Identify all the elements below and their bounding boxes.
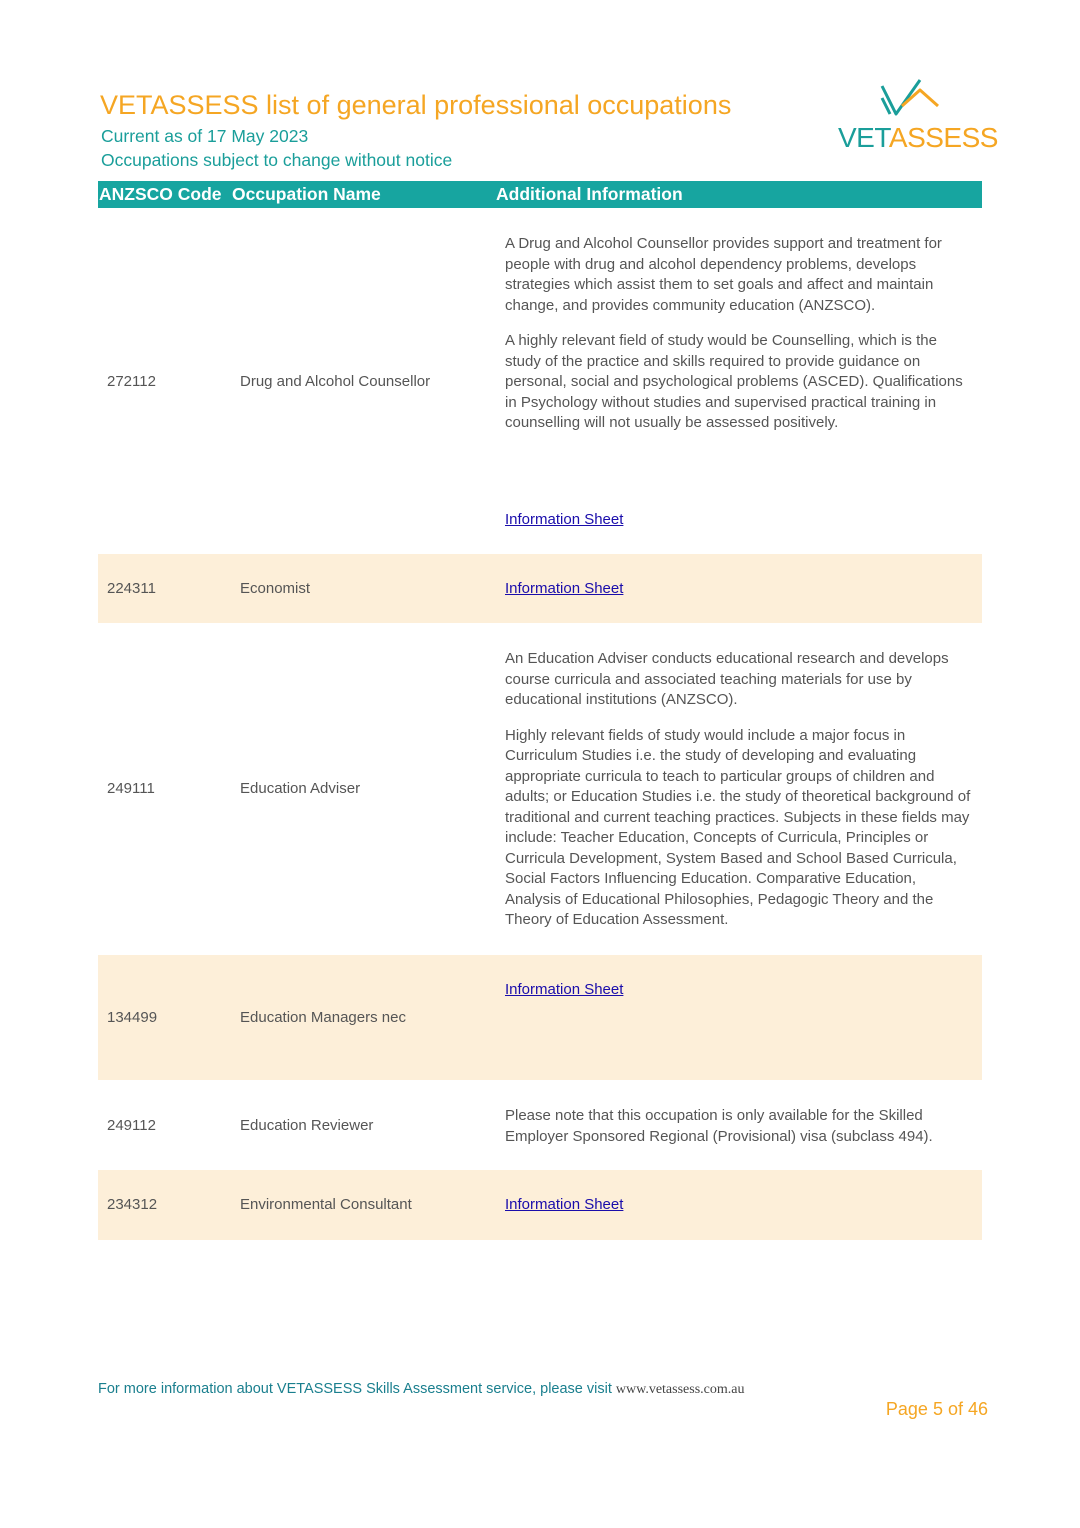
anzsco-code: 234312 (107, 1196, 158, 1213)
occupation-name: Education Adviser (240, 780, 361, 797)
description-paragraph: A Drug and Alcohol Counsellor provides support and treatment for people with drug and alcohol dependency problems, develops strategies which assist them to set goals and affect and maintain change, and provides community education (ANZSCO). (505, 235, 942, 314)
field-of-study-paragraph: A highly relevant field of study would be Counselling, which is the study of the practice and skills required to provide guidance on personal, social and psychological problems (ASCED). Qualifications in Psychology without studies and supervised practical training in counselling will not usually be assessed positively. (505, 332, 963, 431)
header-occupation-name: Occupation Name (232, 184, 381, 204)
information-sheet-link[interactable]: Information Sheet (505, 580, 624, 597)
page-number: Page 5 of 46 (885, 1399, 988, 1419)
occupations-table (98, 181, 982, 1240)
anzsco-code: 249111 (107, 780, 155, 797)
current-as-of: Current as of 17 May 2023 (101, 126, 309, 146)
table-row (98, 1170, 982, 1240)
vetassess-logo (838, 76, 998, 156)
page-title: VETASSESS list of general professional occupations (100, 90, 732, 120)
occupation-name: Drug and Alcohol Counsellor (240, 373, 431, 390)
anzsco-code: 224311 (107, 580, 156, 597)
footer-info (98, 1381, 744, 1398)
footer-url[interactable]: www.vetassess.com.au (615, 1382, 745, 1397)
occupation-name: Education Reviewer (240, 1117, 374, 1134)
table-row (98, 623, 982, 955)
additional-information (505, 1106, 975, 1147)
header-additional-information: Additional Information (496, 184, 683, 204)
anzsco-code: 134499 (107, 1009, 158, 1026)
vetassess-check-chevron-icon (838, 76, 988, 126)
header-anzsco-code: ANZSCO Code (99, 184, 222, 204)
additional-information (505, 649, 975, 931)
table-row (98, 208, 982, 554)
table-row (98, 554, 982, 623)
occupation-name: Environmental Consultant (240, 1196, 412, 1213)
table-row (98, 1080, 982, 1170)
information-sheet-link[interactable]: Information Sheet (505, 981, 624, 998)
table-row (98, 955, 982, 1080)
occupation-name: Education Managers nec (240, 1009, 406, 1026)
occupation-name: Economist (240, 580, 311, 597)
change-notice: Occupations subject to change without notice (101, 150, 453, 170)
table-header (98, 181, 982, 208)
information-sheet-link[interactable]: Information Sheet (505, 1196, 624, 1213)
footer-text: For more information about VETASSESS Skills Assessment service, please visit (98, 1381, 616, 1397)
anzsco-code: 272112 (107, 373, 156, 390)
field-of-study-paragraph: Highly relevant fields of study would include a major focus in Curriculum Studies i.e. the study of developing and evaluating appropriate curricula to teach to particular groups of children and adults; or Education Studies i.e. the study of theoretical background of traditional and current teaching practices. Subjects in these fields may include: Teacher Education, Concepts of Curricula, Principles or Curricula Development, System Based and School Based Curricula, Social Factors Influencing Education. Comparative Education, Analysis of Educational Philosophies, Pedagogic Theory and the Theory of Education Assessment. (505, 726, 971, 928)
additional-information (505, 234, 975, 434)
visa-note-paragraph: Please note that this occupation is only available for the Skilled Employer Sponsored Regional (Provisional) visa (subclass 494). (505, 1107, 933, 1145)
information-sheet-link[interactable]: Information Sheet (505, 511, 624, 528)
logo-text: VETASSESS (838, 122, 998, 153)
anzsco-code: 249112 (107, 1117, 156, 1134)
description-paragraph: An Education Adviser conducts educational research and develops course curricula and associated teaching materials for use by educational institutions (ANZSCO). (505, 650, 949, 708)
